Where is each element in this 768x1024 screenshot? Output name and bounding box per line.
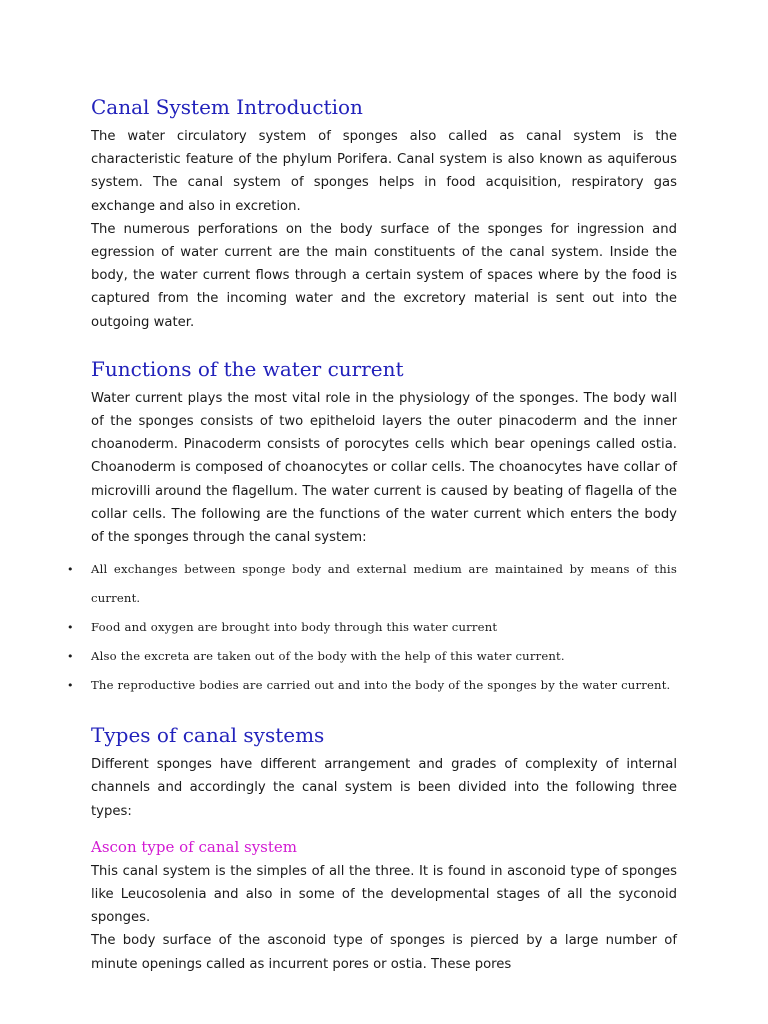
section-gap	[91, 823, 677, 837]
list-item-text: Food and oxygen are brought into body through this water current	[91, 620, 498, 635]
bullet-icon: •	[67, 621, 74, 635]
functions-bullet-list	[67, 555, 677, 700]
list-item-text: Also the excreta are taken out of the body with the help of this water current.	[91, 649, 565, 664]
list-item-text: The reproductive bodies are carried out and into the body of the sponges by the water current.	[91, 678, 671, 693]
paragraph: Different sponges have different arrangement and grades of complexity of internal channels and accordingly the canal system is been divided into the following three types:	[91, 757, 677, 819]
list-item	[67, 671, 677, 700]
list-item	[67, 613, 677, 642]
bullet-icon: •	[67, 563, 74, 577]
paragraph: The water circulatory system of sponges also called as canal system is the characteristic feature of the phylum Porifera. Canal system is also known as aquiferous system. The canal system of sponges helps in food acquisition, respiratory gas exchange and also in excretion.	[91, 129, 677, 214]
paragraph: The numerous perforations on the body surface of the sponges for ingression and egression of water current are the main constituents of the canal system. Inside the body, the water current flows through a certain system of spaces where by the food is captured from the incoming water and the excretory material is sent out into the outgoing water.	[91, 221, 677, 330]
paragraph: The body surface of the asconoid type of sponges is pierced by a large number of minute openings called as incurrent pores or ostia. These pores	[91, 933, 677, 972]
list-item	[67, 555, 677, 613]
section-gap	[91, 334, 677, 354]
section-gap	[91, 700, 677, 720]
document-page	[67, 92, 677, 976]
subheading-ascon-type: Ascon type of canal system	[91, 837, 298, 856]
bullet-icon: •	[67, 679, 74, 693]
paragraph: Water current plays the most vital role in the physiology of the sponges. The body wall of the sponges consists of two epitheloid layers the outer pinacoderm and the inner choanoderm. Pinacoderm consists of porocytes cells which bear openings called ostia. Choanoderm is composed of choanocytes or collar cells. The choanocytes have collar of microvilli around the flagellum. The water current is caused by beating of flagella of the collar cells. The following are the functions of the water current which enters the body of the sponges through the canal system:	[91, 390, 677, 546]
heading-types-of-canal-systems: Types of canal systems	[91, 723, 325, 748]
list-item-text: All exchanges between sponge body and external medium are maintained by means of this current.	[91, 562, 677, 606]
bullet-icon: •	[67, 650, 74, 664]
list-item	[67, 642, 677, 671]
heading-canal-system-introduction: Canal System Introduction	[91, 95, 363, 119]
paragraph: This canal system is the simples of all the three. It is found in asconoid type of sponges like Leucosolenia and also in some of the developmental stages of all the syconoid sponges.	[91, 863, 677, 926]
heading-functions-of-water-current: Functions of the water current	[91, 356, 404, 381]
